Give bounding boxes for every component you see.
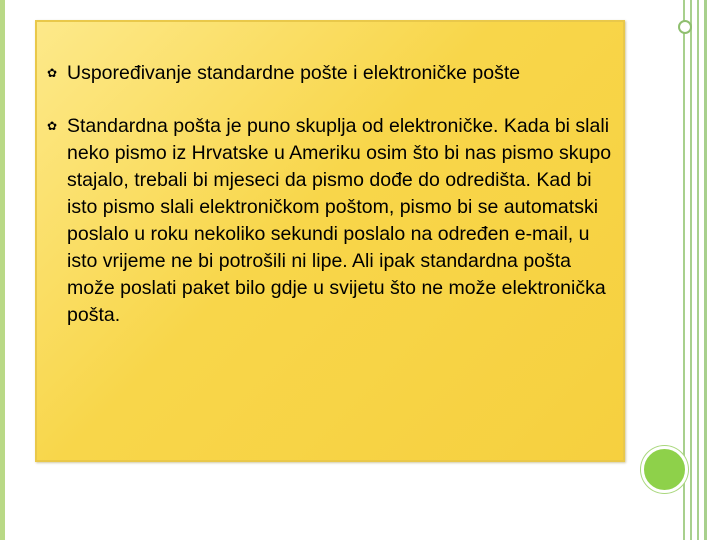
left-border-stripe — [0, 0, 5, 540]
bullet-text: Standardna pošta je puno skuplja od elektroničke. Kada bi slali neko pismo iz Hrvatske u Ameriku osim što bi nas pismo skupo stajalo, trebali bi mjeseci da pismo dođe do odredišta. Kad bi isto pismo slali elektroničkom poštom, pismo bi se automatski poslalo u roku nekoliko sekundi poslalo na određen e-mail, u isto vrijeme ne bi potrošili ni lipe. Ali ipak standardna pošta može poslati paket bilo gdje u svijetu što ne može elektronička pošta. — [67, 115, 612, 326]
right-decor-line — [697, 0, 699, 540]
right-decor-line — [704, 0, 707, 540]
bullet-item-title — [37, 60, 623, 87]
bullet-text: Uspoređivanje standardne pošte i elektroničke pošte — [67, 62, 521, 84]
right-decor-line — [690, 0, 692, 540]
content-panel — [35, 20, 625, 462]
decor-small-circle — [678, 20, 692, 34]
flower-bullet-icon: ✿ — [47, 119, 58, 133]
bullet-item-body — [37, 113, 623, 329]
decor-green-circle — [641, 446, 688, 493]
flower-bullet-icon: ✿ — [47, 66, 58, 80]
bullet-list — [37, 60, 623, 329]
